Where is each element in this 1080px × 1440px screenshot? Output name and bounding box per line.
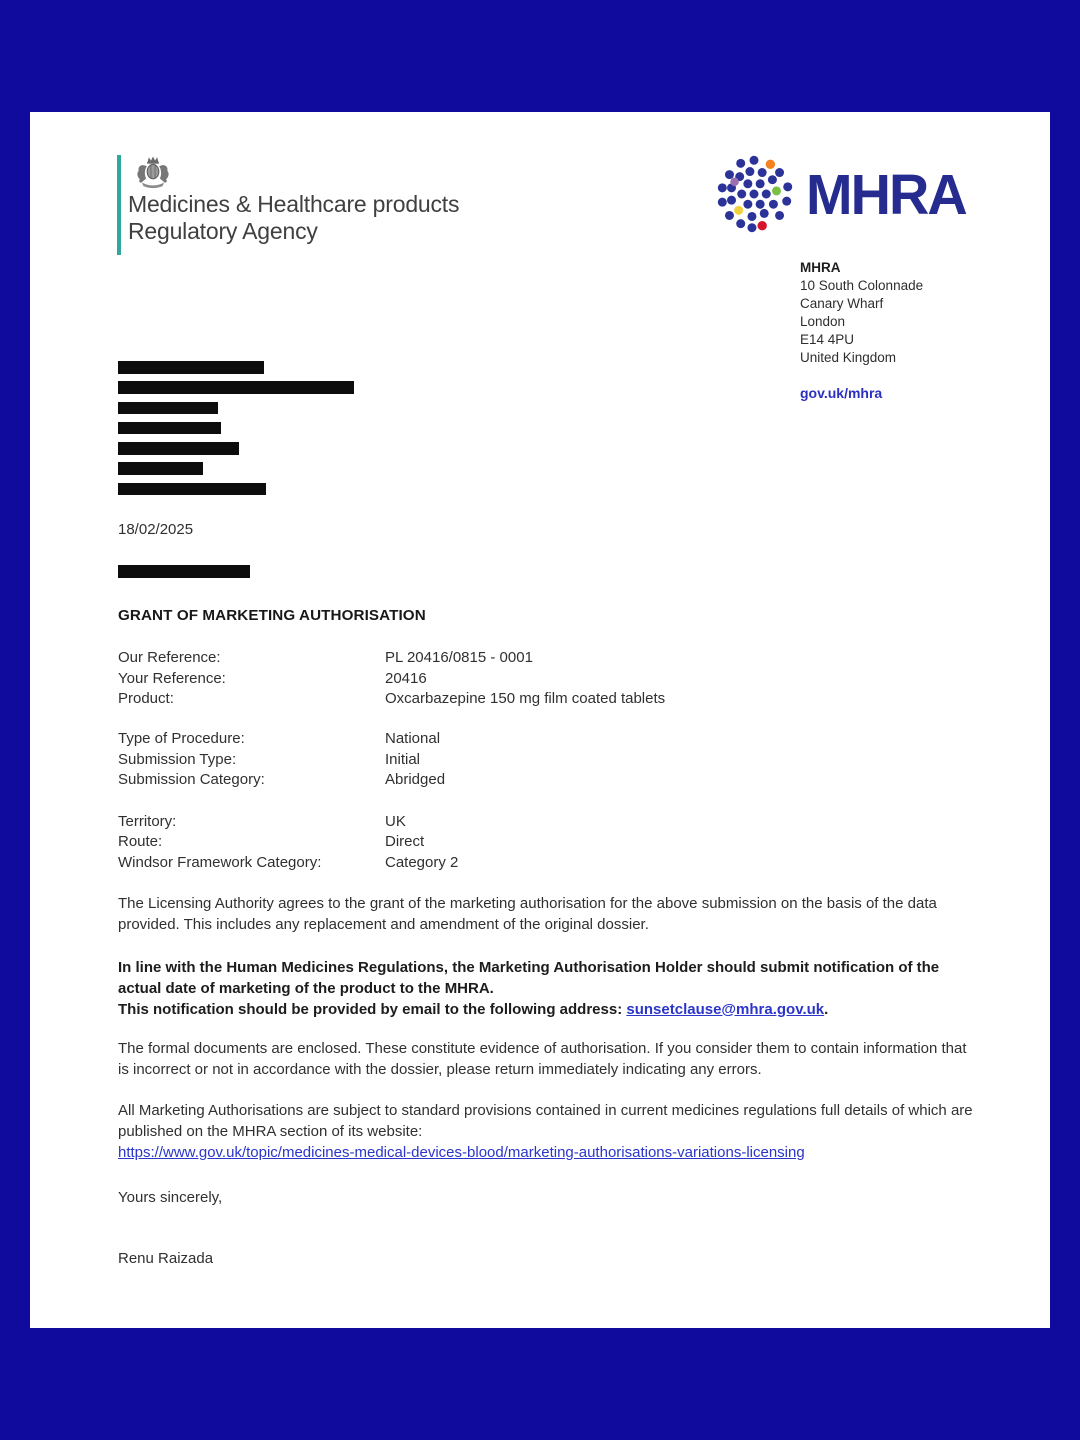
address-line: E14 4PU <box>800 332 855 347</box>
paragraph-formal-documents: The formal documents are enclosed. These constitute evidence of authorisation. If you consider them to contain information that is incorrect or not in accordance with the dossier, please return immediately indicating any errors. <box>118 1039 967 1078</box>
reference-row <box>118 770 978 791</box>
ref-value: Abridged <box>385 771 446 789</box>
redacted-line <box>118 402 218 415</box>
ref-value: PL 20416/0815 - 0001 <box>385 649 533 667</box>
address-line: Canary Wharf <box>800 296 884 311</box>
signatory-name: Renu Raizada <box>118 1249 214 1267</box>
redacted-line <box>118 483 266 496</box>
reference-row <box>118 832 978 853</box>
reference-row <box>118 689 978 710</box>
ref-value: UK <box>385 812 406 830</box>
ref-value: Initial <box>385 750 421 768</box>
ref-value: National <box>385 730 441 748</box>
ref-label: Our Reference: <box>118 649 221 667</box>
paragraph-licensing-authority: The Licensing Authority agrees to the grant of the marketing authorisation for the above submission on the basis of the data provided. This includes any replacement and amendment of the original dossier. <box>118 894 937 933</box>
ref-label: Territory: <box>118 812 177 830</box>
ref-label: Submission Category: <box>118 771 265 789</box>
reference-row <box>118 750 978 771</box>
redacted-recipient-address <box>118 361 978 495</box>
ref-label: Route: <box>118 833 163 851</box>
letter-heading: GRANT OF MARKETING AUTHORISATION <box>118 607 426 625</box>
ref-value: 20416 <box>385 669 427 687</box>
address-line: United Kingdom <box>800 350 897 365</box>
redacted-salutation <box>118 565 250 578</box>
gov-uk-licensing-link[interactable]: https://www.gov.uk/topic/medicines-medical-devices-blood/marketing-authorisations-variations-licensing <box>118 1143 805 1161</box>
ref-label: Submission Type: <box>118 750 237 768</box>
notification-email-line <box>118 999 978 1020</box>
ref-label: Product: <box>118 690 174 708</box>
address-line: London <box>800 314 846 329</box>
agency-name-line1: Medicines & Healthcare products <box>128 191 460 217</box>
ref-value: Category 2 <box>385 854 459 872</box>
reference-row <box>118 812 978 833</box>
redacted-line <box>118 422 221 435</box>
ref-label: Windsor Framework Category: <box>118 854 322 872</box>
letter-date: 18/02/2025 <box>118 521 194 539</box>
notification-sentence: In line with the Human Medicines Regulations, the Marketing Authorisation Holder should submit notification of the actual date of marketing of the product to the MHRA. <box>118 958 940 997</box>
mhra-dots-icon <box>708 148 800 240</box>
address-line: 10 South Colonnade <box>800 278 924 293</box>
letter-body <box>118 361 978 1269</box>
teal-accent-bar <box>117 155 121 255</box>
redacted-line <box>118 442 239 455</box>
reference-row <box>118 729 978 750</box>
email-line-prefix: This notification should be provided by email to the following address: <box>118 1000 627 1018</box>
reference-group-2 <box>118 729 978 791</box>
reference-group-3 <box>118 812 978 874</box>
redacted-line <box>118 361 264 374</box>
valediction: Yours sincerely, <box>118 1188 223 1206</box>
royal-coat-of-arms-icon <box>131 155 175 191</box>
reference-row <box>118 853 978 874</box>
letter-page <box>30 112 1050 1328</box>
reference-group-1 <box>118 648 978 710</box>
agency-name-line2: Regulatory Agency <box>128 218 318 244</box>
ref-label: Your Reference: <box>118 669 226 687</box>
reference-row <box>118 648 978 669</box>
provisions-text: All Marketing Authorisations are subject to standard provisions contained in current medicines regulations full details of which are published on the MHRA section of its website: <box>118 1101 973 1140</box>
ref-label: Type of Procedure: <box>118 730 245 748</box>
mhra-wordmark: MHRA <box>806 162 966 227</box>
paragraph-standard-provisions <box>118 1100 978 1163</box>
redacted-line <box>118 462 203 475</box>
redacted-line <box>118 381 354 394</box>
mhra-logo <box>708 148 969 240</box>
email-line-suffix: . <box>824 1000 829 1018</box>
reference-row <box>118 669 978 690</box>
gov-uk-mhra-link[interactable]: gov.uk/mhra <box>800 385 883 401</box>
paragraph-notification-bold <box>118 957 978 1020</box>
sunsetclause-email-link[interactable]: sunsetclause@mhra.gov.uk <box>626 1000 825 1018</box>
ref-value: Direct <box>385 833 425 851</box>
ref-value: Oxcarbazepine 150 mg film coated tablets <box>385 690 666 708</box>
sender-name: MHRA <box>800 260 841 275</box>
mhra-agency-logo <box>117 155 459 255</box>
